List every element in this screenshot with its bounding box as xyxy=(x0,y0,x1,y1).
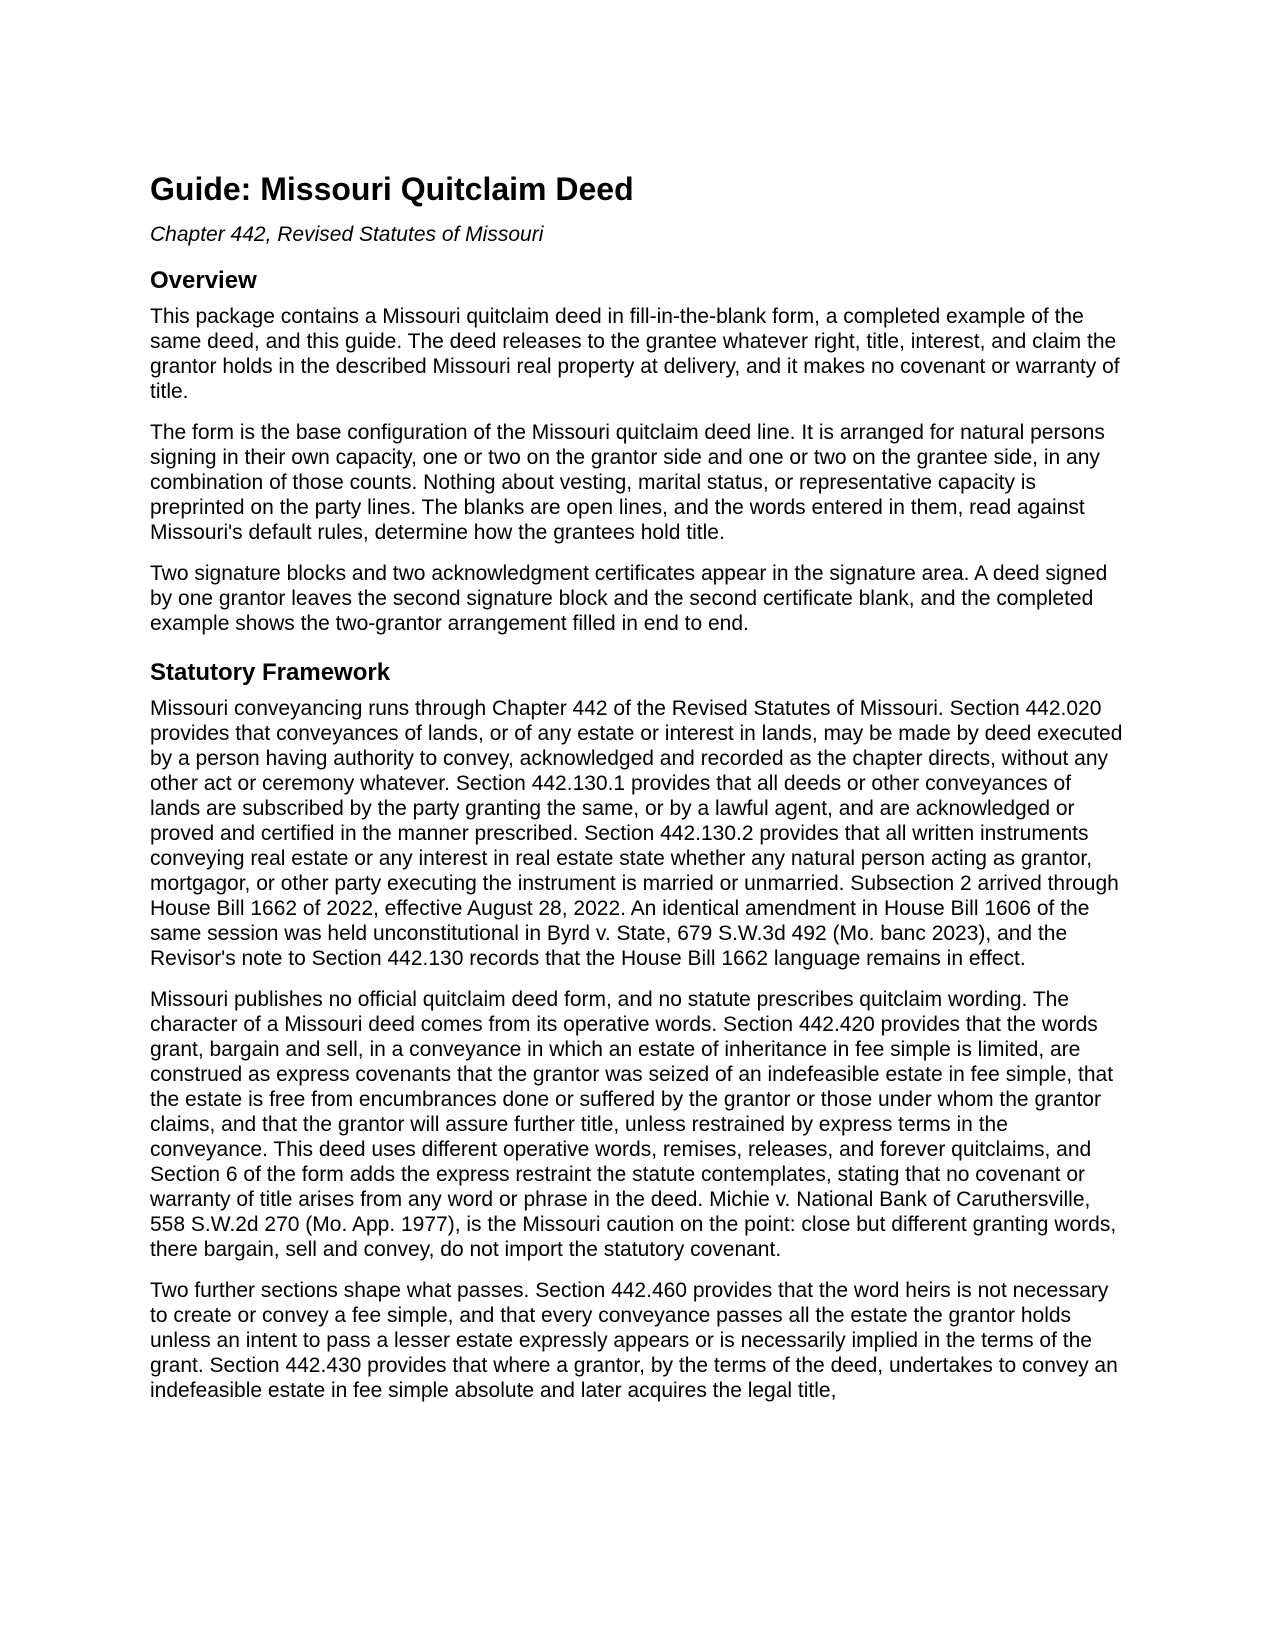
paragraph: Missouri publishes no official quitclaim deed form, and no statute prescribes quitclaim wording. The character of a Missouri deed comes from its operative words. Section 442.420 provides that the words grant, bargain and sell, in a conveyance in which an estate of inheritance in fee simple is limited, are construed as express covenants that the grantor was seized of an indefeasible estate in fee simple, that the estate is free from encumbrances done or suffered by the grantor or those under whom the grantor claims, and that the grantor will assure further title, unless restrained by express terms in the conveyance. This deed uses different operative words, remises, releases, and forever quitclaims, and Section 6 of the form adds the express restraint the statute contemplates, stating that no covenant or warranty of title arises from any word or phrase in the deed. Michie v. National Bank of Caruthersville, 558 S.W.2d 270 (Mo. App. 1977), is the Missouri caution on the point: close but different granting words, there bargain, sell and convey, do not import the statutory covenant. xyxy=(150,988,1117,1261)
section-overview xyxy=(150,266,1125,636)
section-statutory-framework xyxy=(150,658,1125,1403)
paragraph: Two signature blocks and two acknowledgment certificates appear in the signature area. A deed signed by one grantor leaves the second signature block and the second certificate blank, and the completed example shows the two-grantor arrangement filled in end to end. xyxy=(150,562,1108,635)
document-subtitle: Chapter 442, Revised Statutes of Missouri xyxy=(150,223,544,246)
document-title: Guide: Missouri Quitclaim Deed xyxy=(150,171,634,207)
paragraph: The form is the base configuration of the Missouri quitclaim deed line. It is arranged for natural persons signing in their own capacity, one or two on the grantor side and one or two on the grantee side, in any combination of those counts. Nothing about vesting, marital status, or representative capacity is preprinted on the party lines. The blanks are open lines, and the words entered in them, read against Missouri's default rules, determine how the grantees hold title. xyxy=(150,421,1105,544)
paragraph: Two further sections shape what passes. Section 442.460 provides that the word heirs is not necessary to create or convey a fee simple, and that every conveyance passes all the estate the grantor holds unless an intent to pass a lesser estate expressly appears or is necessarily implied in the terms of the grant. Section 442.430 provides that where a grantor, by the terms of the deed, undertakes to convey an indefeasible estate in fee simple absolute and later acquires the legal title, xyxy=(150,1279,1118,1402)
paragraph: Missouri conveyancing runs through Chapter 442 of the Revised Statutes of Missouri. Section 442.020 provides that conveyances of lands, or of any estate or interest in lands, may be made by deed executed by a person having authority to convey, acknowledged and recorded as the chapter directs, without any other act or ceremony whatever. Section 442.130.1 provides that all deeds or other conveyances of lands are subscribed by the party granting the same, or by a lawful agent, and are acknowledged or proved and certified in the manner prescribed. Section 442.130.2 provides that all written instruments conveying real estate or any interest in real estate state whether any natural person acting as grantor, mortgagor, or other party executing the instrument is married or unmarried. Subsection 2 arrived through House Bill 1662 of 2022, effective August 28, 2022. An identical amendment in House Bill 1606 of the same session was held unconstitutional in Byrd v. State, 679 S.W.3d 492 (Mo. banc 2023), and the Revisor's note to Section 442.130 records that the House Bill 1662 language remains in effect. xyxy=(150,697,1123,970)
section-heading: Overview xyxy=(150,267,257,294)
document-page xyxy=(150,170,1125,1425)
paragraph: This package contains a Missouri quitclaim deed in fill-in-the-blank form, a completed example of the same deed, and this guide. The deed releases to the grantee whatever right, title, interest, and claim the grantor holds in the described Missouri real property at delivery, and it makes no covenant or warranty of title. xyxy=(150,305,1120,403)
section-heading: Statutory Framework xyxy=(150,659,391,686)
